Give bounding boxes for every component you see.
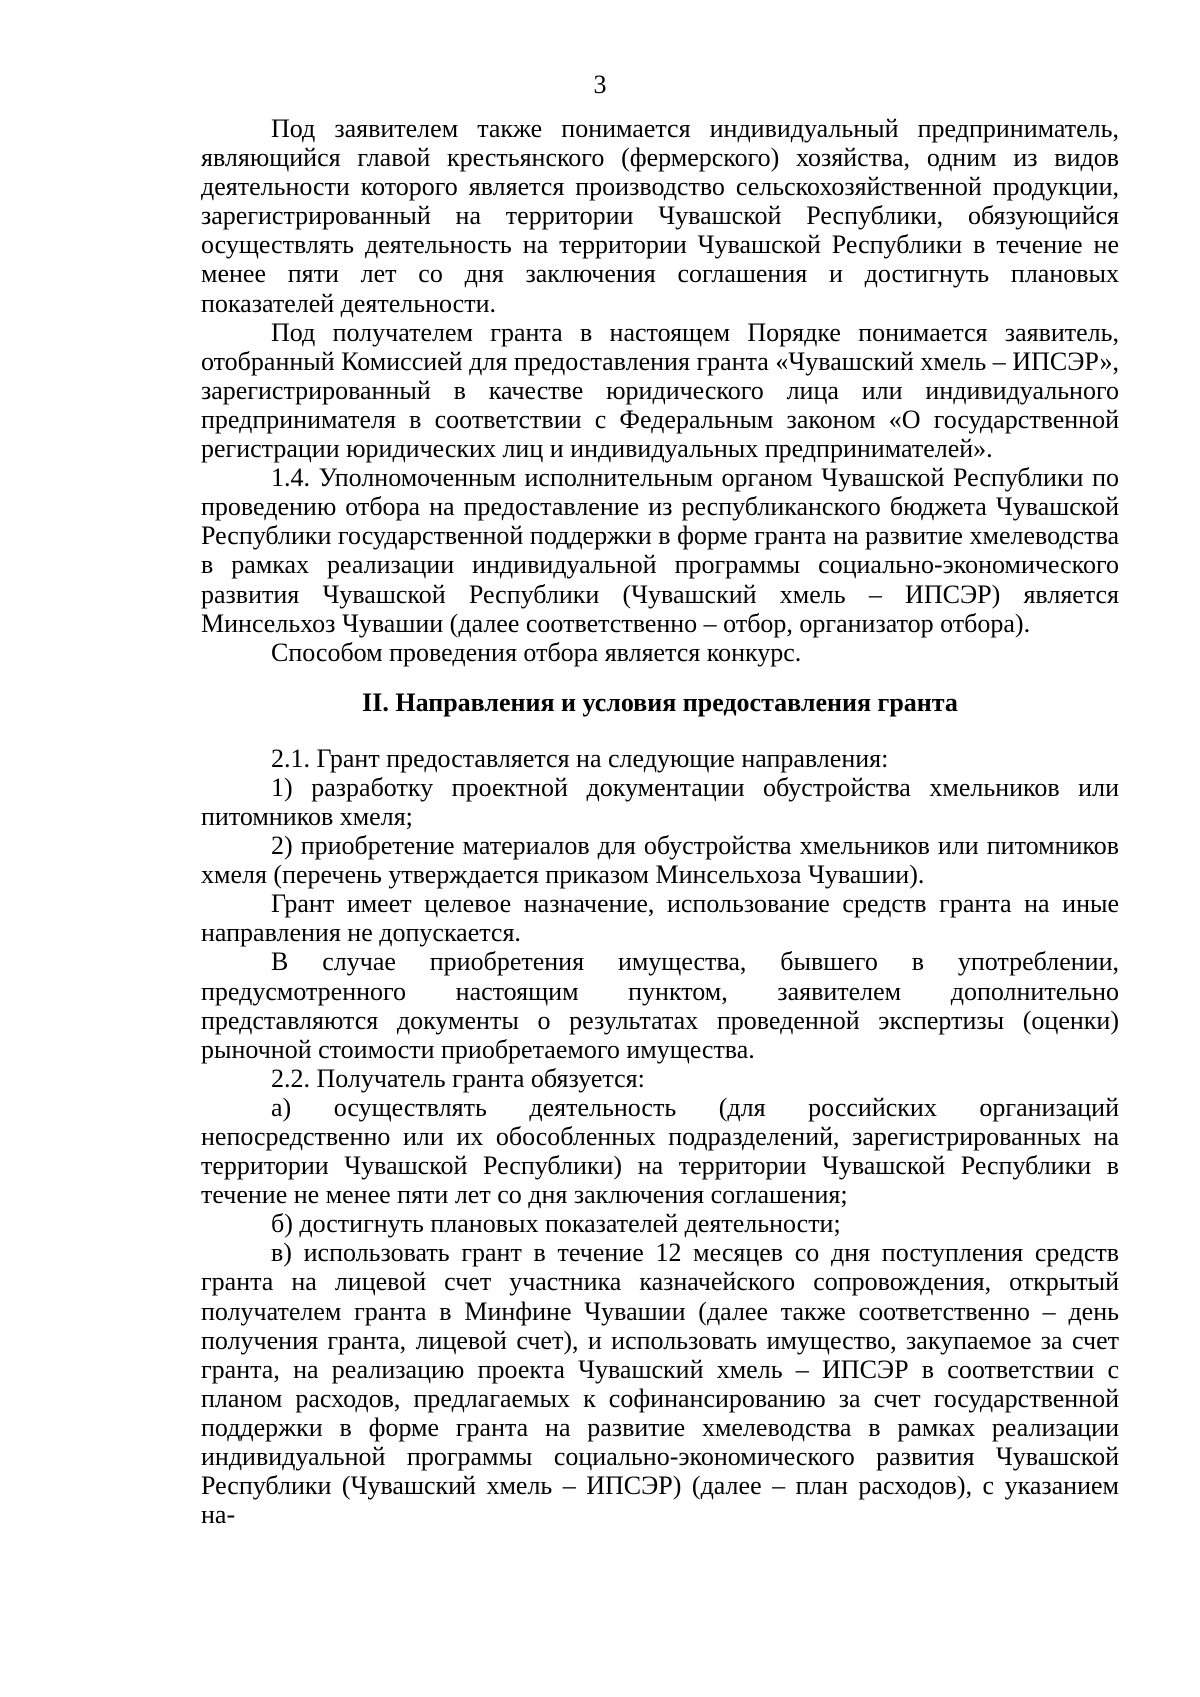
paragraph-used-property: В случае приобретения имущества, бывшего в употреблении, предусмотренного настоящим пунктом, заявителем дополнительно представляются документы о результатах проведенной экспертизы (оценки) рыночной стоимости приобретаемого имущества. bbox=[201, 947, 1119, 1064]
paragraph-2-2-item-b: б) достигнуть плановых показателей деятельности; bbox=[271, 1209, 841, 1239]
section-heading-2: II. Направления и условия предоставления гранта bbox=[362, 687, 958, 717]
paragraph-2-2: 2.2. Получатель гранта обязуется: bbox=[271, 1063, 645, 1093]
paragraph-targeted-purpose: Грант имеет целевое назначение, использование средств гранта на иные направления не допускается. bbox=[201, 889, 1119, 948]
paragraph-selection-method: Способом проведения отбора является конкурс. bbox=[271, 637, 802, 667]
paragraph-2-2-item-a: а) осуществлять деятельность (для российских организаций непосредственно или их обособленных подразделений, зарегистрированных на территории Чувашской Республики) на территории Чувашской Республики в течение не менее пяти лет со дня заключения соглашения; bbox=[201, 1092, 1119, 1210]
paragraph-grant-recipient: Под получателем гранта в настоящем Порядке понимается заявитель, отобранный Комиссией для предоставления гранта «Чувашский хмель – ИПСЭР», зарегистрированный в качестве юридического лица или индивидуального предпринимателя в соответствии с Федеральным законом «О государственной регистрации юридических лиц и индивидуальных предпринимателей». bbox=[201, 317, 1119, 464]
paragraph-2-2-item-v: в) использовать грант в течение 12 месяцев со дня поступления средств гранта на лицевой счет участника казначейского сопровождения, открытый получателем гранта в Минфине Чувашии (далее также соответственно – день получения гранта, лицевой счет), и использовать имущество, закупаемое за счет гранта, на реализацию проекта Чувашский хмель – ИПСЭР в соответствии с планом расходов, предлагаемых к софинансированию за счет государственной поддержки в форме гранта на развитие хмелеводства в рамках реализации индивидуальной программы социально-экономического развития Чувашской Республики (Чувашский хмель – ИПСЭР) (далее – план расходов), с указанием на- bbox=[201, 1238, 1119, 1530]
paragraph-2-1: 2.1. Грант предоставляется на следующие направления: bbox=[271, 743, 889, 773]
paragraph-applicant-ip: Под заявителем также понимается индивидуальный предприниматель, являющийся главой крестьянского (фермерского) хозяйства, одним из видов деятельности которого является производство сельскохозяйственной продукции, зарегистрированный на территории Чувашской Республики, обязующийся осуществлять деятельность на территории Чувашской Республики в течение не менее пяти лет со дня заключения соглашения и достигнуть плановых показателей деятельности. bbox=[201, 114, 1119, 318]
paragraph-2-1-item-1: 1) разработку проектной документации обустройства хмельников или питомников хмеля; bbox=[201, 772, 1119, 831]
paragraph-1-4-authorized-body: 1.4. Уполномоченным исполнительным органом Чувашской Республики по проведению отбора на предоставление из республиканского бюджета Чувашской Республики государственной поддержки в форме гранта на развитие хмелеводства в рамках реализации индивидуальной программы социально-экономического развития Чувашской Республики (Чувашский хмель – ИПСЭР) является Минсельхоз Чувашии (далее соответственно – отбор, организатор отбора). bbox=[201, 463, 1119, 638]
page-number: 3 bbox=[593, 70, 607, 99]
paragraph-2-1-item-2: 2) приобретение материалов для обустройства хмельников или питомников хмеля (перечень утверждается приказом Минсельхоза Чувашии). bbox=[201, 831, 1119, 890]
document-body bbox=[201, 114, 1119, 1529]
